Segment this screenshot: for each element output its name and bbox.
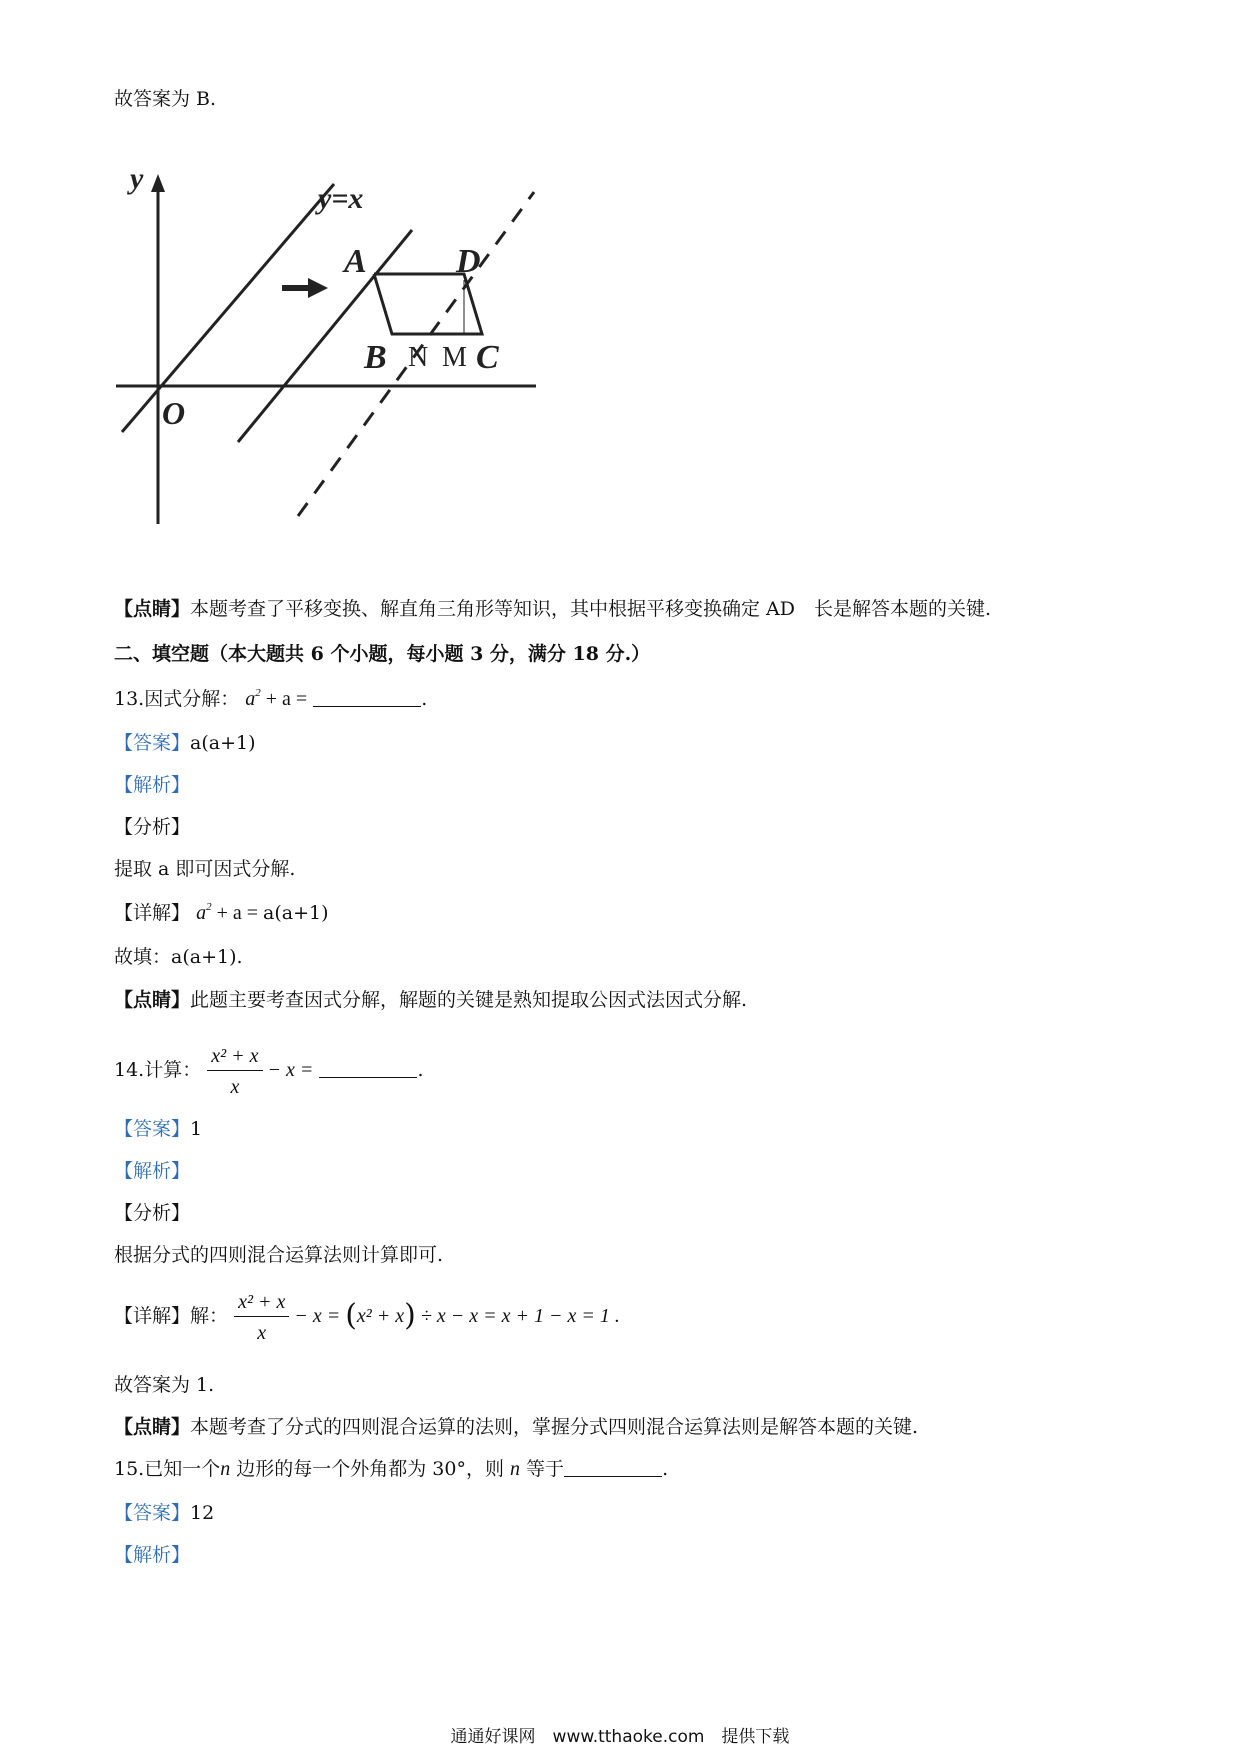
answer-tag: 【答案】 [114,1502,191,1524]
xiangjie-tag: 【详解】 [114,1305,191,1327]
q14-fenxi-text: 根据分式的四则混合运算法则计算即可. [114,1244,444,1266]
point-b-label: B [364,339,387,376]
translated-line [238,230,412,442]
right-arrow-icon [282,278,328,298]
page-footer: 通通好课网 www.tthaoke.com 提供下载 [450,1727,790,1747]
line-y-equals-x [122,184,334,432]
point-a-label: A [344,243,367,280]
q13-answer-blank [313,688,421,707]
q15-answer-blank [564,1458,662,1477]
q13-dianjing-line [114,987,747,1013]
conclusion-line: 故答案为 B. [114,88,217,110]
q14-xiangjie-prefix: 解： [190,1305,229,1327]
q14-xiangjie-line [114,1284,620,1348]
q13-expression: $a^2 + a$ = [245,687,308,710]
q13-jiexi-tag: 【解析】 [114,774,191,796]
q14-tail: − x = [262,1059,314,1081]
line-label: y=x [318,182,364,215]
y-axis-label: y [130,162,144,195]
question-15: 15.已知一个n 边形的每一个外角都为 30°，则 n 等于 . [114,1458,669,1480]
translation-figure [112,162,552,532]
y-axis-arrow [151,174,165,192]
q13-prefix: 13.因式分解： [114,688,240,710]
q15-prefix: 15.已知一个 [114,1458,221,1480]
q13-fill-line: 故填：a(a+1). [114,946,243,968]
q14-dianjing-line [114,1414,918,1440]
point-d-label: D [456,243,481,280]
dianjing-tag: 【点睛】 [114,598,191,620]
q14-fraction: $\frac{\text{x² + x}}{x}$ [207,1044,262,1099]
dianjing-line-1 [114,596,991,622]
dianjing-tag: 【点睛】 [114,1416,191,1438]
quad-abcd [374,274,482,334]
dianjing-tag: 【点睛】 [114,989,191,1011]
q14-dianjing-text: 本题考查了分式的四则混合运算的法则，掌握分式四则混合运算法则是解答本题的关键. [190,1416,919,1438]
q14-jiexi-tag: 【解析】 [114,1160,191,1182]
origin-label: O [162,395,186,431]
q13-answer-line [114,730,256,756]
q13-fenxi-tag: 【分析】 [114,816,191,838]
answer-tag: 【答案】 [114,1118,191,1140]
q13-xiangjie-result: a(a+1) [263,902,329,924]
q13-fenxi-text: 提取 a 即可因式分解. [114,858,296,880]
q13-answer: a(a+1) [190,732,256,754]
q14-answer: 1 [190,1118,203,1140]
point-m-label: M [442,342,467,373]
q14-answer-line [114,1116,202,1142]
q15-jiexi-tag: 【解析】 [114,1544,191,1566]
q14-answer-blank [319,1059,417,1078]
q13-xiangjie-expression: $a^2 + a$ = [196,901,263,924]
point-c-label: C [476,339,499,376]
q15-answer: 12 [190,1502,215,1524]
q13-dianjing-text: 此题主要考查因式分解，解题的关键是熟知提取公因式法因式分解. [190,989,748,1011]
point-n-label: N [408,342,429,373]
q14-conclusion: 故答案为 1. [114,1374,215,1396]
q14-fenxi-tag: 【分析】 [114,1202,191,1224]
question-13: 13.因式分解： $a^2 + a$ = . [114,687,428,710]
xiangjie-tag: 【详解】 [114,902,191,924]
q15-answer-line [114,1500,214,1526]
q14-prefix: 14.计算： [114,1059,202,1081]
q14-xiangjie-steps: − x = (x² + x) ÷ x − x = x + 1 − x = 1 . [289,1298,620,1333]
answer-tag: 【答案】 [114,732,191,754]
section-heading: 二、填空题（本大题共 6 个小题，每小题 3 分，满分 18 分.） [114,643,651,665]
q13-xiangjie-line [114,900,329,926]
dianjing-text: 本题考查了平移变换、解直角三角形等知识，其中根据平移变换确定 AD 长是解答本题的关键. [190,598,992,620]
question-14: 14.计算： $\frac{\text{x² + x}}{x}$ − x = . [114,1044,424,1098]
q14-xiangjie-fraction: $\frac{\text{x² + x}}{x}$ [234,1290,289,1345]
